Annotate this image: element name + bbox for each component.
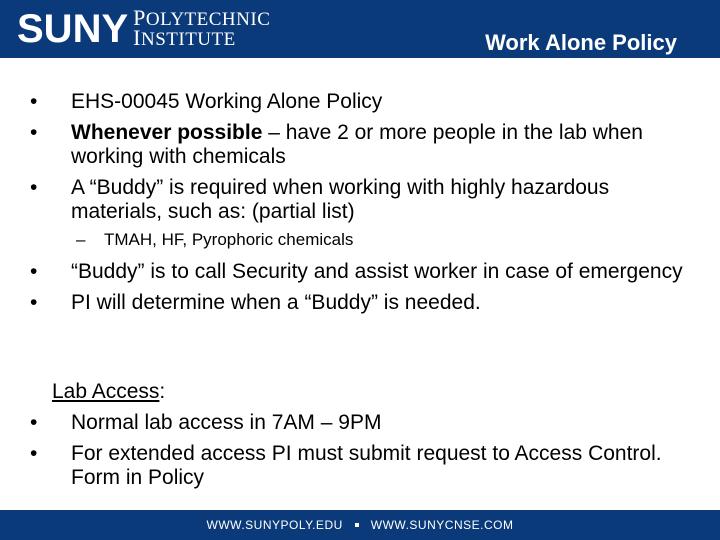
bullet-text: PI will determine when a “Buddy” is needed. [71, 291, 481, 314]
lab-access-heading-text: Lab Access [52, 380, 160, 403]
bullet-glyph: • [30, 442, 38, 465]
bullet-text: EHS-00045 Working Alone Policy [71, 90, 383, 113]
bullet-glyph: • [30, 90, 38, 113]
footer-separator [355, 523, 359, 527]
bullet-text: “Buddy” is to call Security and assist worker in case of emergency [71, 260, 683, 283]
bullet-glyph: • [30, 411, 38, 434]
logo-suny-text: SUNY [17, 7, 129, 51]
lab-access-section [0, 380, 720, 497]
bullet-extended-access [0, 442, 720, 490]
logo-line-1: POLYTECHNIC [133, 5, 271, 30]
dash-glyph: – [76, 230, 86, 249]
bullet-buddy-required [0, 176, 720, 224]
bullet-whenever-possible [0, 121, 720, 169]
bullet-glyph: • [30, 260, 38, 283]
policy-bullets [0, 90, 720, 322]
bullet-text: A “Buddy” is required when working with highly hazardous materials, such as: (partial list) [71, 176, 610, 223]
header-bar [0, 0, 720, 58]
bullet-text: – have 2 or more people in the lab when working with chemicals [71, 121, 643, 168]
footer-bar [0, 510, 720, 540]
bullet-glyph: • [30, 176, 38, 199]
bullet-glyph: • [30, 291, 38, 314]
logo-line-2: INSTITUTE [133, 25, 236, 50]
suny-poly-logo [17, 5, 271, 51]
lab-access-heading-colon: : [159, 380, 166, 403]
lab-access-heading [0, 380, 720, 404]
logo-subtitle [133, 5, 271, 50]
bullet-glyph: • [30, 121, 38, 144]
bullet-policy-number [0, 90, 720, 114]
bullet-text: Normal lab access in 7AM – 9PM [71, 411, 382, 434]
bullet-text: For extended access PI must submit request to Access Control. Form in Policy [71, 442, 662, 489]
bullet-buddy-role [0, 260, 720, 284]
bullet-bold-text: Whenever possible [71, 121, 263, 144]
footer-link-sunycnse[interactable]: WWW.SUNYCNSE.COM [370, 518, 514, 532]
bullet-normal-access [0, 411, 720, 435]
slide-title: Work Alone Policy [485, 30, 677, 55]
bullet-pi-determines [0, 291, 720, 315]
sub-bullet-chemicals [0, 229, 720, 251]
footer-link-sunypoly[interactable]: WWW.SUNYPOLY.EDU [206, 518, 343, 532]
sub-bullet-text: TMAH, HF, Pyrophoric chemicals [104, 230, 354, 249]
